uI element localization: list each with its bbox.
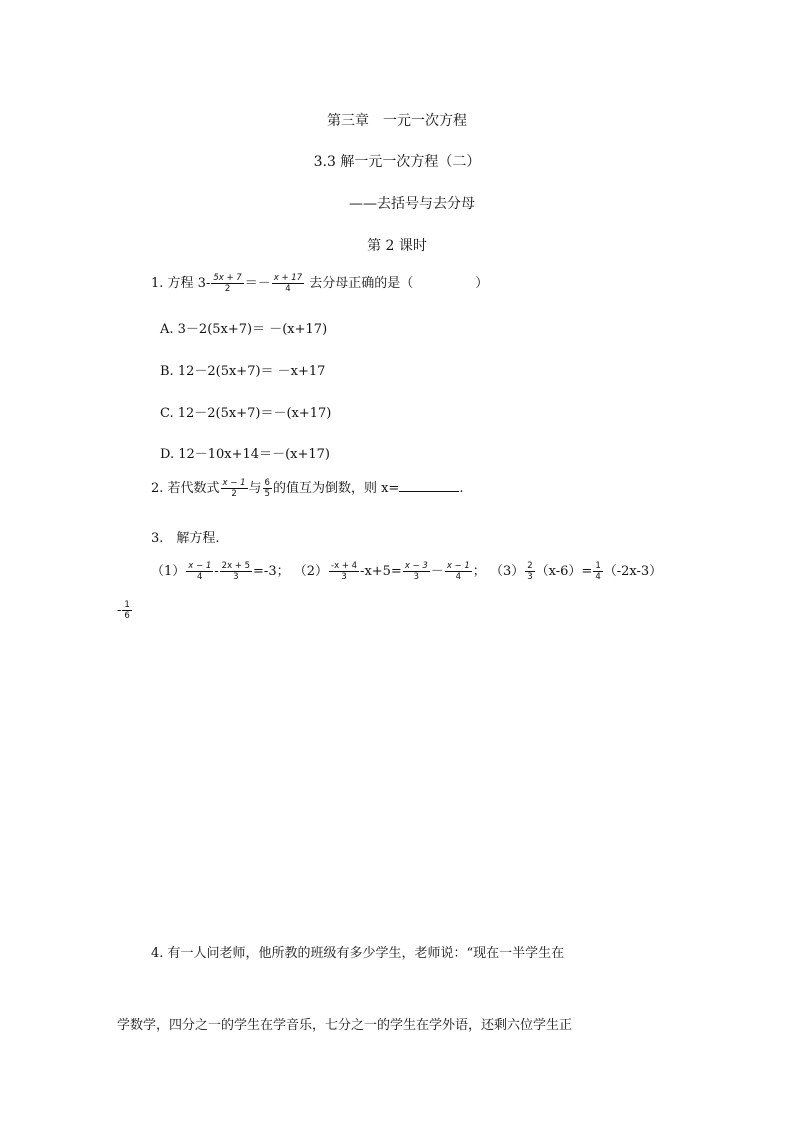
option-a: A. 3－2(5x+7)＝ －(x+17): [160, 322, 328, 337]
q3-p3-end: （-2x-3）: [603, 564, 663, 579]
option-b: B. 12－2(5x+7)＝ －x+17: [160, 364, 326, 379]
q2-end: .: [459, 481, 464, 496]
chapter-title: 第三章 一元一次方程: [327, 113, 467, 129]
q3-p1-end: =-3；: [253, 564, 290, 579]
fraction: $\frac{x - 3}{3}$: [404, 561, 428, 582]
question-2: [151, 477, 463, 499]
q2-suffix: 的值互为倒数，则 x=: [272, 481, 400, 496]
fraction: $\frac{1}{6}$: [124, 600, 130, 621]
fraction: $\frac{x + 17}{4}$: [273, 273, 303, 294]
lesson-label: 第 2 课时: [367, 238, 427, 254]
answer-blank: [399, 478, 459, 492]
fraction: $\frac{x - 1}{4}$: [446, 561, 470, 582]
option-c: C. 12－2(5x+7)＝－(x+17): [160, 406, 332, 421]
fraction: $\frac{2x + 5}{3}$: [221, 561, 251, 582]
q3-p3-mid: （x-6）=: [535, 564, 593, 579]
q3-p2-op: －: [430, 564, 444, 579]
q3-p3-label: （3）: [489, 564, 525, 579]
question-3-wrap: [117, 600, 133, 621]
option-d: D. 12－10x+14＝－(x+17): [160, 447, 330, 462]
question-3-title: 3. 解方程.: [151, 531, 220, 546]
question-3-equations: [151, 560, 662, 582]
q3-wrap-sign: -: [117, 603, 122, 618]
q2-prefix: 2. 若代数式: [151, 481, 220, 496]
section-subtitle: ——去括号与去分母: [349, 196, 475, 212]
question-4-line-1: 4. 有一人问老师，他所教的班级有多少学生，老师说：“现在一半学生在: [151, 946, 565, 961]
q3-p2-label: （2）: [293, 564, 329, 579]
q3-p1-op: -: [214, 564, 219, 579]
section-title: 3.3 解一元一次方程（二）: [313, 154, 481, 170]
question-4-line-2: 学数学，四分之一的学生在学音乐，七分之一的学生在学外语，还剩六位学生正: [117, 1018, 573, 1033]
q3-p2-mid: -x+5=: [360, 564, 402, 579]
q1-prefix: 1. 方程 3-: [151, 276, 211, 291]
q1-close: ）: [475, 276, 489, 291]
question-1: [151, 272, 488, 294]
fraction: $\frac{-x + 4}{3}$: [331, 561, 358, 582]
fraction: $\frac{1}{4}$: [595, 561, 601, 582]
fraction: $\frac{2}{3}$: [527, 561, 533, 582]
q3-p1-label: （1）: [151, 564, 186, 579]
q1-suffix: 去分母正确的是（: [309, 276, 414, 291]
q2-mid: 与: [248, 481, 262, 496]
fraction: $\frac{5x + 7}{2}$: [213, 273, 242, 294]
q1-mid: ＝－: [244, 276, 271, 291]
fraction: $\frac{x - 1}{2}$: [222, 478, 246, 499]
q3-p2-end: ；: [472, 564, 486, 579]
fraction: $\frac{x - 1}{4}$: [188, 561, 212, 582]
fraction: $\frac{6}{5}$: [264, 478, 270, 499]
